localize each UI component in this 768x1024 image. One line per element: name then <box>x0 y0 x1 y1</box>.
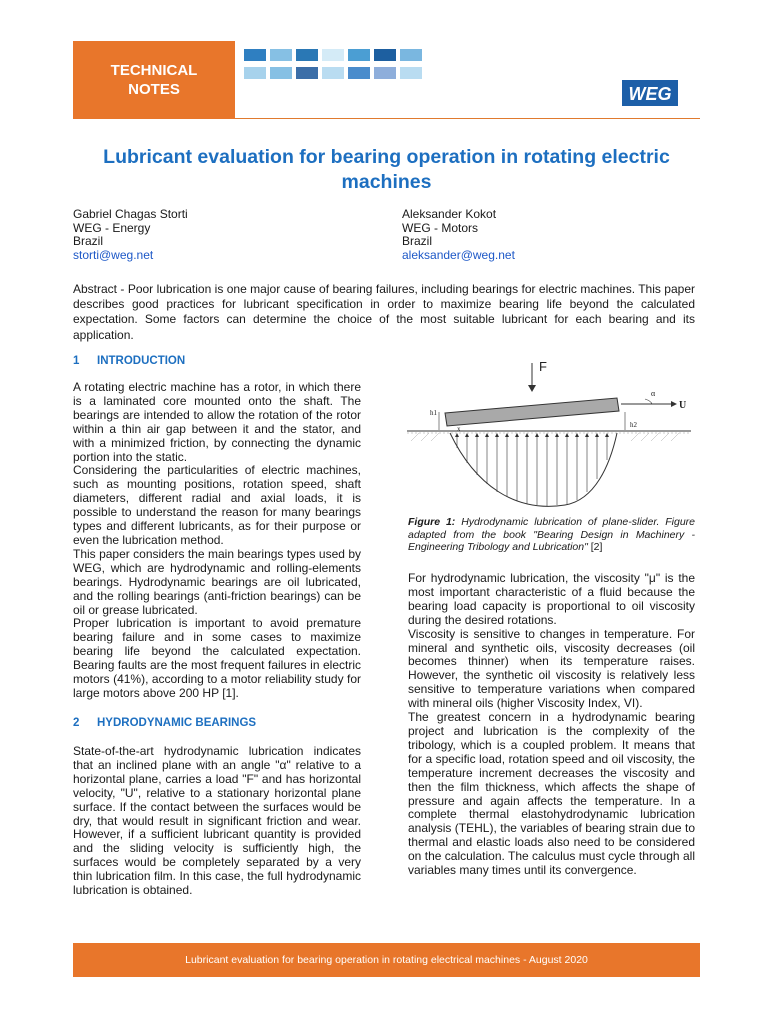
author-2-email[interactable]: aleksander@weg.net <box>402 247 515 262</box>
velocity-label: U <box>679 400 687 411</box>
paragraph: This paper considers the main bearings types used by WEG, which are hydrodynamic and rolling-elements bearings. Hydrodynamic bearings are oil lubricated, and the rolling bearings (anti-friction bearings) can be oil or grease lubricated. <box>73 546 361 617</box>
section-title: INTRODUCTION <box>97 355 186 367</box>
page-footer <box>73 943 700 977</box>
author-2 <box>402 208 515 262</box>
paragraph: Viscosity is sensitive to changes in temperature. For mineral and synthetic oils, viscosity decreases (oil becomes thinner) when its temperature raises. However, the synthetic oil viscosity is relatively less sensitive to temperature variations when compared with mineral oils (higher Viscosity Index, VI). <box>408 626 695 711</box>
caption-label: Figure 1: <box>408 516 456 528</box>
x-label: x <box>457 425 461 433</box>
author-1-org: WEG - Energy <box>73 220 151 235</box>
introduction-body <box>73 381 361 701</box>
author-2-org: WEG - Motors <box>402 220 479 235</box>
badge-line-1: TECHNICAL <box>110 62 198 79</box>
hydrodynamic-body <box>73 745 361 898</box>
paragraph: Considering the particularities of electric machines, such as mounting positions, rotation speed, shaft diameters, different radial and axial loads, it is possible to understand the reason for many bearings types and different lubricants, as for their purpose or even the lubrication method. <box>73 463 361 547</box>
section-title: HYDRODYNAMIC BEARINGS <box>97 717 257 729</box>
h2-label: h2 <box>630 421 637 429</box>
author-1-name: Gabriel Chagas Storti <box>73 207 188 221</box>
plane-slider-figure <box>405 355 695 520</box>
author-1-country: Brazil <box>73 234 104 248</box>
paragraph: Proper lubrication is important to avoid premature bearing failure and in some cases to maximize bearing life beyond the calculated expectation. Bearing faults are the most frequent failures in electric motors (41%), according to a motor reliability study for large motors above 200 HP [1]. <box>73 616 361 700</box>
author-2-name: Aleksander Kokot <box>402 207 497 221</box>
caption-text: Hydrodynamic lubrication of plane-slider. Figure adapted from the book "Bearing Design in Machinery - Engineering Tribology and Lubrication" <box>408 516 696 553</box>
badge-line-2: NOTES <box>128 81 180 98</box>
h1-label: h1 <box>430 409 437 417</box>
paragraph: State-of-the-art hydrodynamic lubrication indicates that an inclined plane with an angle "α" relative to a horizontal plane, carries a load "F" and has horizontal velocity, "U", relative to a stationary horizontal plane surface. If the contact between the surfaces would be dry, that would result in significant friction and wear. However, if a sufficient lubricant quantity is provided and the sliding velocity is sufficiently high, the surfaces would be completely separated by a very thin lubrication film. In this case, the full hydrodynamic lubrication is obtained. <box>73 744 361 898</box>
weg-logo <box>622 80 678 106</box>
paragraph: A rotating electric machine has a rotor, in which there is a laminated core mounted onto the shaft. The bearings are intended to allow the rotation of the rotor within a thin air gap between it and the stator, and with a minimized friction, by connecting the dynamic portion into the static. <box>73 380 361 464</box>
author-1 <box>73 208 188 262</box>
force-label: F <box>539 359 547 374</box>
page-title: Lubricant evaluation for bearing operation in rotating electric machines <box>103 146 670 193</box>
footer-text: Lubricant evaluation for bearing operation in rotating electrical machines - August 2020 <box>185 954 588 966</box>
section-number: 1 <box>73 355 80 367</box>
alpha-label: α <box>651 389 656 398</box>
author-2-country: Brazil <box>402 234 433 248</box>
abstract: Abstract - Poor lubrication is one major cause of bearing failures, including bearings for electric machines. This paper describes good practices for lubricant specification in order to maximize bearing life beyond the calculated expectation. Some factors can determine the choice of the most suitable lubricant for each bearing and its application. <box>73 282 695 342</box>
svg-text:WEG: WEG <box>628 84 672 104</box>
figure-caption <box>408 516 695 554</box>
right-column-body <box>408 572 695 878</box>
paragraph: The greatest concern in a hydrodynamic bearing project and lubrication is the complexity of the tribology, which is a coupled problem. It means that for a specific load, rotation speed and oil viscosity, the temperature increment decreases the viscosity and then the film thickness, which affects the shape of pressure and again affects the temperature. In a complete thermal elastohydrodynamic lubrication analysis (TEHL), the variables of bearing strain due to thermal and elastic loads also need to be considered on the calculation. The calculus must cycle through all variables many times until its convergence. <box>408 710 695 878</box>
section-heading-introduction <box>73 355 185 367</box>
technical-notes-badge <box>73 41 235 119</box>
caption-reference: [2] <box>590 541 603 553</box>
author-1-email[interactable]: storti@weg.net <box>73 247 154 262</box>
section-number: 2 <box>73 717 80 729</box>
section-heading-hydrodynamic <box>73 717 256 729</box>
paragraph: For hydrodynamic lubrication, the viscosity "μ" is the most important characteristic of a fluid because the bearing load capacity is proportional to oil viscosity during the desired rotations. <box>408 571 695 627</box>
